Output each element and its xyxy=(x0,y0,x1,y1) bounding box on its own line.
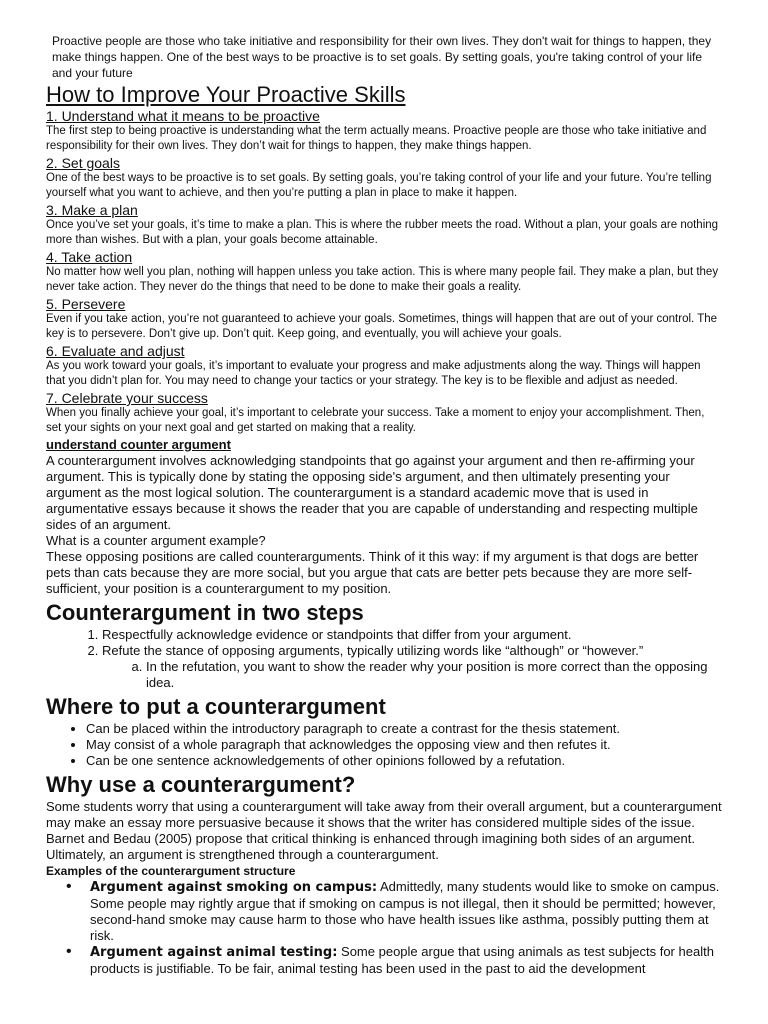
step-heading: 6. Evaluate and adjust xyxy=(46,343,185,359)
example-title: Argument against smoking on campus: xyxy=(90,880,378,895)
example-title: Argument against animal testing: xyxy=(90,945,338,960)
step-heading: 7. Celebrate your success xyxy=(46,390,208,406)
list-item: • Can be one sentence acknowledgements of other opinions followed by a refutation. xyxy=(86,753,722,769)
where-heading: Where to put a counterargument xyxy=(46,694,386,719)
list-item: • Can be placed within the introductory paragraph to create a contrast for the thesis statement. xyxy=(86,721,722,737)
list-item xyxy=(102,627,722,643)
list-item xyxy=(90,879,722,944)
step-body: When you finally achieve your goal, it’s important to celebrate your success. Take a moment to enjoy your accomplishment. Then, set your sights on your next goal and get started on making that a reality. xyxy=(46,407,705,434)
step-body: The first step to being proactive is understanding what the term actually means. Proactive people are those who take initiative and responsibility for their own lives. They don’t wait for things to happen, they make things happen. xyxy=(46,125,707,152)
list-item xyxy=(102,643,722,691)
step-heading: 2. Set goals xyxy=(46,155,120,171)
list-item: • May consist of a whole paragraph that acknowledges the opposing view and then refutes it. xyxy=(86,737,722,753)
step-heading: 1. Understand what it means to be proactive xyxy=(46,108,320,124)
step-body: As you work toward your goals, it’s important to evaluate your progress and make adjustments along the way. Things will happen that you didn’t plan for. You may need to change your tactics or your strategy. The key is to be flexible and adjust as needed. xyxy=(46,360,701,387)
step-body: No matter how well you plan, nothing will happen unless you take action. This is where many people fail. They make a plan, but they never take action. They never do the things that need to be done to make their goals a reality. xyxy=(46,266,719,293)
document-page xyxy=(46,33,722,977)
examples-label: Examples of the counterargument structure xyxy=(46,864,296,878)
sub-list xyxy=(102,659,722,691)
where-bullet-list xyxy=(46,721,722,769)
step-heading: 5. Persevere xyxy=(46,296,126,312)
sub-list-item xyxy=(146,659,722,691)
list-item-text: Refute the stance of opposing arguments, typically utilizing words like “although” or “however.” xyxy=(102,643,644,658)
two-steps-section xyxy=(46,599,722,691)
step-heading: 3. Make a plan xyxy=(46,202,138,218)
step-heading: 4. Take action xyxy=(46,249,133,265)
counter-argument-heading: understand counter argument xyxy=(46,437,231,452)
step-body: Once you’ve set your goals, it’s time to make a plan. This is where the rubber meets the road. Without a plan, your goals are nothing more than wishes. But with a plan, your goals become attainable. xyxy=(46,219,719,246)
step-body: Even if you take action, you’re not guaranteed to achieve your goals. Sometimes, things will happen that are out of your control. The key is to persevere. Don’t give up. Don’t quit. Keep going, and eventually, you will achieve your goals. xyxy=(46,313,718,340)
why-heading: Why use a counterargument? xyxy=(46,772,356,797)
intro-paragraph: Proactive people are those who take initiative and responsibility for their own lives. They don't wait for things to happen, they make things happen. One of the best ways to be proactive is to set goals. By setting goals, you're taking control of your life and your future xyxy=(52,34,712,80)
list-item-text: In the refutation, you want to show the reader why your position is more correct than the opposing idea. xyxy=(146,659,708,690)
why-section xyxy=(46,771,722,977)
where-section xyxy=(46,693,722,769)
list-item-text: Respectfully acknowledge evidence or standpoints that differ from your argument. xyxy=(102,627,572,642)
counter-argument-section xyxy=(46,437,722,597)
examples-list xyxy=(46,879,722,977)
page-title: How to Improve Your Proactive Skills xyxy=(46,82,406,107)
example-text: Admittedly, many students would like to smoke on campus. Some people may rightly argue that if smoking on campus is not illegal, then it should be permitted; however, second-hand smoke may cause harm to those who have health issues like asthma, possibly putting them at risk. xyxy=(90,879,720,943)
counter-argument-question: What is a counter argument example? xyxy=(46,533,266,548)
step-body: One of the best ways to be proactive is to set goals. By setting goals, you’re taking control of your life and your future. You’re telling yourself what you want to achieve, and then you’re putting a plan in place to make it happen. xyxy=(46,172,712,199)
example-text: Some people argue that using animals as test subjects for health products is justifiable. To be fair, animal testing has been used in the past to aid the development xyxy=(90,944,714,976)
counter-argument-definition: A counterargument involves acknowledging standpoints that go against your argument and then re-affirming your argument. This is typically done by stating the opposing side's argument, and then ultimately presenting your argument as the most logical solution. The counterargument is a standard academic move that is used in argumentative essays because it shows the reader that you are capable of understanding and respecting multiple sides of an argument. xyxy=(46,453,698,532)
counter-argument-example: These opposing positions are called counterarguments. Think of it this way: if my argument is that dogs are better pets than cats because they are more social, but you argue that cats are better pets because they are more self-sufficient, your position is a counterargument to my position. xyxy=(46,549,699,596)
two-steps-list xyxy=(46,627,722,691)
two-steps-heading: Counterargument in two steps xyxy=(46,600,364,625)
steps-section xyxy=(46,108,722,436)
list-item xyxy=(90,944,722,977)
why-paragraph: Some students worry that using a counterargument will take away from their overall argument, but a counterargument may make an essay more persuasive because it shows that the writer has considered multiple sides of the issue. Barnet and Bedau (2005) propose that critical thinking is enhanced through imagining both sides of an argument. Ultimately, an argument is strengthened through a counterargument. xyxy=(46,799,722,862)
